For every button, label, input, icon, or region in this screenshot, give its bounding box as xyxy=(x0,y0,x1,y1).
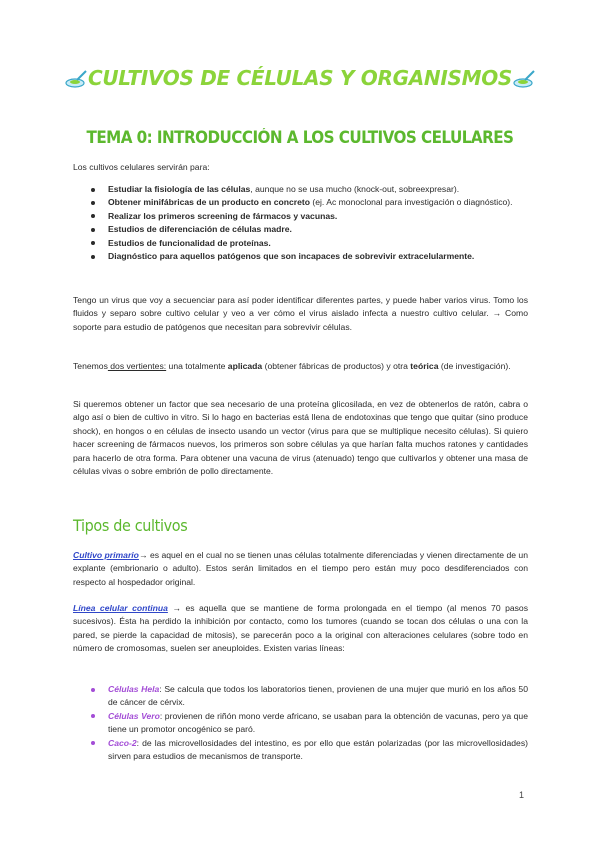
list-item: Células Hela: Se calcula que todos los laboratorios tienen, provienen de una mujer que murió en los años 50 de cáncer de cérvix. xyxy=(73,683,528,710)
lineas-list xyxy=(73,683,528,763)
list-item: Estudios de diferenciación de células madre. xyxy=(73,223,528,236)
paragraph-primario: Cultivo primario→ es aquel en el cual no se tienen unas células totalmente diferenciadas y vienen directamente de un explante (embrionario o adulto). Estos serán limitados en el tiempo pero están muy poco desdiferenciados con respecto al hospedador original. xyxy=(73,550,528,587)
paragraph-linea: Línea celular continua → es aquella que se mantiene de forma prolongada en el tiempo (al menos 70 pasos sucesivos). Ésta ha perdido la inhibición por contacto, como los tumores (cuando se tocan dos células o una con la pared, se pierde la capacidad de mitosis), se parecerán poco a la original con alteraciones celulares (sobre todo en número de cromosomas, suelen ser aneuploides. Existen varias líneas: xyxy=(73,603,529,654)
list-item: Estudiar la fisiología de las células, aunque no se usa mucho (knock-out, sobreexpresar). xyxy=(73,183,528,196)
paragraph-vertientes: Tenemos dos vertientes: una totalmente aplicada (obtener fábricas de productos) y otra teórica (de investigación). xyxy=(73,361,511,371)
document-title xyxy=(0,66,600,90)
list-item: Caco-2: de las microvellosidades del intestino, es por ello que están polarizadas (por las microvellosidades) sirven para estudios de mecanismos de transporte. xyxy=(73,737,528,764)
section-heading-tipos: Tipos de cultivos xyxy=(73,516,188,535)
list-item: Obtener minifábricas de un producto en concreto (ej. Ac monoclonal para investigación o diagnóstico). xyxy=(73,196,528,209)
list-item: Diagnóstico para aquellos patógenos que son incapaces de sobrevivir extracelularmente. xyxy=(73,250,528,263)
paragraph-virus: Tengo un virus que voy a secuenciar para así poder identificar diferentes partes, y puede haber varios virus. Tomo los fluidos y separo sobre cultivo celular y veo a ver cómo el virus aislado infecta a nuestro cultivo celular. → Como soporte para estudio de patógenos que necesitan para sobrevivir células. xyxy=(73,295,528,332)
list-item: Realizar los primeros screening de fármacos y vacunas. xyxy=(73,210,528,223)
petri-dish-icon xyxy=(512,69,536,89)
list-item: Estudios de funcionalidad de proteínas. xyxy=(73,237,528,250)
uses-list xyxy=(73,183,528,263)
link-linea-celular[interactable]: Línea celular continua xyxy=(73,603,168,613)
section-heading-tema: TEMA 0: INTRODUCCIÓN A LOS CULTIVOS CELULARES xyxy=(86,128,514,147)
paragraph-proteina: Si queremos obtener un factor que sea necesario de una proteína glicosilada, en vez de obtenerlos de ratón, cabra o algo así o bien de cultivo in vitro. Si lo hago en bacterias está llena de endotoxinas que tengo que quitar (sino produce shock), en hongos o en células de insecto usando un vector (virus para que se multiplique necesito células). Si quiero hacer screening de fármacos nuevos, los primeros son sobre células ya que harían falta muchos ratones y cantidades para hacerlo de otra forma. Para obtener una vacuna de virus (atenuado) tengo que cultivarlos y obtener una masa de células vivas o sobre embrión de pollo directamente. xyxy=(73,399,528,477)
list-item: Células Vero: provienen de riñón mono verde africano, se usaban para la obtención de vacunas, pero ya que tiene un promotor oncogénico se paró. xyxy=(73,710,528,737)
page-number: 1 xyxy=(518,790,524,800)
intro-text: Los cultivos celulares servirán para: xyxy=(73,162,210,172)
document-title-text: CULTIVOS DE CÉLULAS Y ORGANISMOS xyxy=(87,66,512,90)
petri-dish-icon xyxy=(64,69,88,89)
link-cultivo-primario[interactable]: Cultivo primario xyxy=(73,550,139,560)
